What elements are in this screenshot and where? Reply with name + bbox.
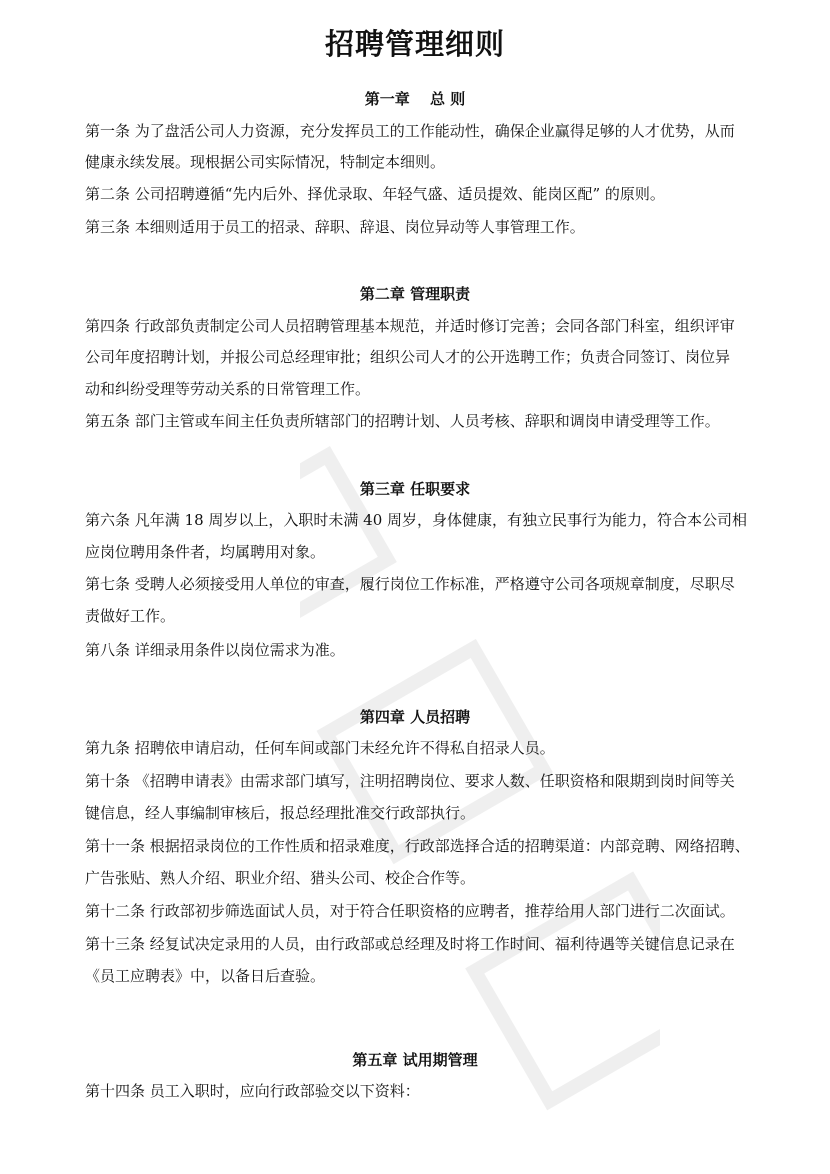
chapter-1-line-2: 健康永续发展。现根据公司实际情况，特制定本细则。 — [85, 153, 446, 171]
chapter-2-line-4: 第五条 部门主管或车间主任负责所辖部门的招聘计划、人员考核、辞职和调岗申请受理等工作。 — [85, 412, 720, 430]
chapter-3-line-1: 第六条 凡年满 18 周岁以上，入职时未满 40 周岁，身体健康，有独立民事行为能力，符合本公司相 — [85, 511, 748, 529]
chapter-4-line-7: 第十三条 经复试决定录用的人员，由行政部或总经理及时将工作时间、福利待遇等关键信息记录在 — [85, 935, 735, 953]
chapter-1-line-4: 第三条 本细则适用于员工的招录、辞职、辞退、岗位异动等人事管理工作。 — [85, 218, 585, 236]
chapter-4-line-1: 第九条 招聘依申请启动，任何车间或部门未经允许不得私自招录人员。 — [85, 739, 555, 757]
chapter-3-line-2: 应岗位聘用条件者，均属聘用对象。 — [85, 543, 326, 561]
chapter-3-heading: 第三章 任职要求 — [359, 480, 471, 498]
chapter-4-line-5: 广告张贴、熟人介绍、职业介绍、猎头公司、校企合作等。 — [85, 869, 476, 887]
chapter-1-line-1: 第一条 为了盘活公司人力资源，充分发挥员工的工作能动性，确保企业赢得足够的人才优势，从而 — [85, 122, 735, 140]
chapter-4-line-6: 第十二条 行政部初步筛选面试人员，对于符合任职资格的应聘者，推荐给用人部门进行二次面试。 — [85, 902, 735, 920]
chapter-3-line-4: 责做好工作。 — [85, 607, 176, 625]
chapter-2-line-2: 公司年度招聘计划，并报公司总经理审批；组织公司人才的公开选聘工作；负责合同签订、岗位异 — [85, 348, 731, 366]
chapter-3-line-3: 第七条 受聘人必须接受用人单位的审查，履行岗位工作标准，严格遵守公司各项规章制度，尽职尽 — [85, 575, 735, 593]
chapter-5-line-1: 第十四条 员工入职时，应向行政部验交以下资料： — [85, 1082, 420, 1100]
chapter-2-heading: 第二章 管理职责 — [359, 285, 471, 303]
chapter-1-line-3: 第二条 公司招聘遵循“先内后外、择优录取、年轻气盛、适员提效、能岗区配” 的原则。 — [85, 185, 665, 203]
chapter-4-heading: 第四章 人员招聘 — [359, 708, 471, 726]
chapter-2-line-3: 动和纠纷受理等劳动关系的日常管理工作。 — [85, 380, 371, 398]
chapter-3-line-5: 第八条 详细录用条件以岗位需求为准。 — [85, 641, 345, 659]
chapter-5-heading: 第五章 试用期管理 — [352, 1051, 478, 1069]
chapter-4-line-8: 《员工应聘表》中，以备日后查验。 — [85, 967, 326, 985]
chapter-4-line-3: 键信息，经人事编制审核后，报总经理批准交行政部执行。 — [85, 804, 476, 822]
chapter-4-line-2: 第十条 《招聘申请表》由需求部门填写，注明招聘岗位、要求人数、任职资格和限期到岗时间等关 — [85, 772, 735, 790]
document-title: 招聘管理细则 — [324, 27, 505, 61]
chapter-2-line-1: 第四条 行政部负责制定公司人员招聘管理基本规范，并适时修订完善；会同各部门科室，组织评审 — [85, 317, 735, 335]
chapter-1-heading: 第一章 总 则 — [364, 90, 466, 108]
chapter-4-line-4: 第十一条 根据招录岗位的工作性质和招录难度，行政部选择合适的招聘渠道：内部竞聘、网络招聘、 — [85, 837, 750, 855]
